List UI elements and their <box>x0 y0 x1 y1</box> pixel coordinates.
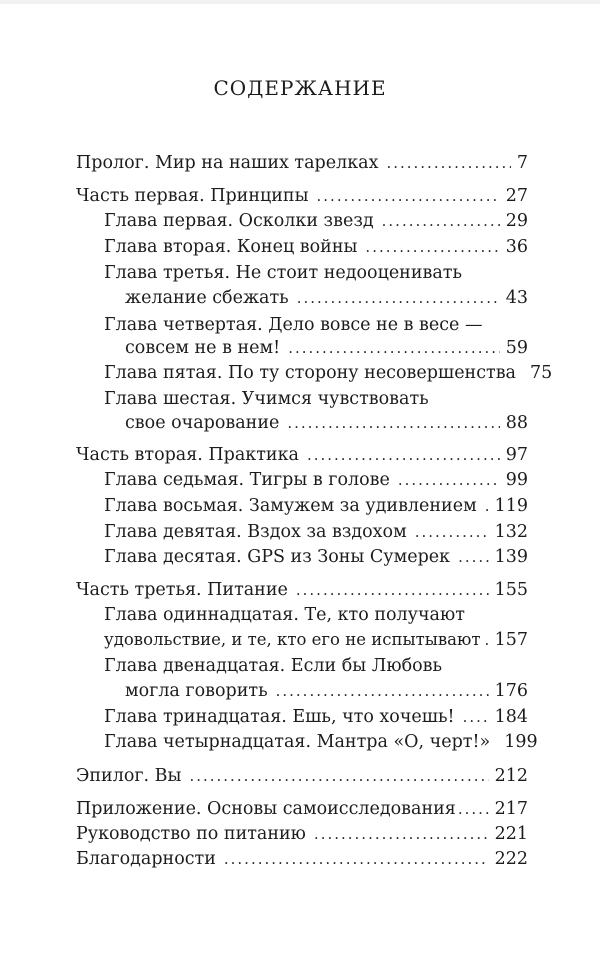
toc-entry-chapter-11-line-1 <box>0 602 600 628</box>
toc-page-number: 221 <box>494 824 528 844</box>
toc-entry-title: Глава восьмая. Замужем за удивлением <box>104 496 477 516</box>
toc-leader-dots <box>386 150 510 176</box>
toc-entry-chapter-12-line-1 <box>0 653 600 679</box>
toc-entry-title: Руководство по питанию <box>76 824 306 844</box>
toc-entry-title: Благодарности <box>76 849 216 869</box>
toc-entry-title: Глава четвертая. Дело вовсе не в весе — <box>104 315 483 335</box>
toc-entry-chapter-1 <box>0 208 600 234</box>
toc-page-number: 119 <box>494 496 528 516</box>
toc-entry-title: Глава вторая. Конец войны <box>104 237 358 257</box>
toc-page-number: 139 <box>494 547 528 567</box>
toc-entry-chapter-6-line-1 <box>0 386 600 412</box>
toc-page-number: 59 <box>505 338 528 358</box>
toc-entry-title: Глава девятая. Вздох за вздохом <box>104 522 407 542</box>
toc-leader-dots <box>458 796 489 822</box>
toc-entry-chapter-10 <box>0 544 600 570</box>
toc-entry-title: могла говорить <box>125 681 268 701</box>
toc-leader-dots <box>317 183 500 209</box>
toc-leader-dots <box>288 335 500 361</box>
toc-page-number: 212 <box>494 766 528 786</box>
toc-entry-title: Часть вторая. Практика <box>76 445 299 465</box>
toc-entry-title: Приложение. Основы самоисследования <box>76 799 456 819</box>
toc-entry-chapter-4-line-2 <box>0 335 600 361</box>
toc-leader-dots <box>297 285 500 311</box>
toc-page-number: 43 <box>505 288 528 308</box>
toc-page-number: 157 <box>494 630 528 650</box>
toc-entry-title: Глава тринадцатая. Ешь, что хочешь! <box>104 707 455 727</box>
toc-entry-chapter-6-line-2 <box>0 410 600 436</box>
toc-entry-title: Часть третья. Питание <box>76 580 288 600</box>
toc-entry-appendix <box>0 796 600 822</box>
toc-entry-part-2 <box>0 442 600 468</box>
toc-entry-title: Глава десятая. GPS из Зоны Сумерек <box>104 547 451 567</box>
toc-leader-dots <box>189 763 488 789</box>
toc-entry-epilogue <box>0 763 600 789</box>
toc-entry-title: Часть первая. Принципы <box>76 186 309 206</box>
toc-entry-chapter-7 <box>0 467 600 493</box>
toc-page-number: 27 <box>505 186 528 206</box>
toc-entry-title: совсем не в нем! <box>125 338 281 358</box>
toc-entry-chapter-8 <box>0 493 600 519</box>
toc-page-number: 29 <box>505 211 528 231</box>
toc-leader-dots <box>485 627 489 653</box>
toc-entry-title: Глава одиннадцатая. Те, кто получают <box>104 605 465 625</box>
toc-entry-acknowledgements <box>0 846 600 872</box>
toc-entry-title: Глава седьмая. Тигры в голове <box>104 470 390 490</box>
toc-entry-nutrition-guide <box>0 821 600 847</box>
toc-page-number: 184 <box>494 707 528 727</box>
toc-entry-chapter-5 <box>0 360 600 386</box>
toc-leader-dots <box>458 544 489 570</box>
toc-leader-dots <box>307 442 500 468</box>
toc-page-number: 88 <box>505 413 528 433</box>
toc-entry-title: желание сбежать <box>125 288 289 308</box>
toc-entry-chapter-14 <box>0 729 600 755</box>
toc-page-number: 217 <box>494 799 528 819</box>
toc-entry-title: свое очарование <box>125 413 280 433</box>
toc-entry-part-3 <box>0 577 600 603</box>
toc-page-number: 222 <box>494 849 528 869</box>
toc-entry-chapter-11-line-2 <box>0 627 600 653</box>
toc-entry-title: Глава третья. Не стоит недооценивать <box>104 263 463 283</box>
toc-entry-chapter-2 <box>0 234 600 260</box>
toc-entry-part-1 <box>0 183 600 209</box>
toc-entry-prologue <box>0 150 600 176</box>
toc-entry-title: Пролог. Мир на наших тарелках <box>76 153 379 173</box>
toc-page-number: 7 <box>516 153 528 173</box>
toc-entry-title: Глава двенадцатая. Если бы Любовь <box>104 656 443 676</box>
toc-page-number: 199 <box>504 732 538 752</box>
toc-page-number: 99 <box>505 470 528 490</box>
toc-leader-dots <box>463 704 489 730</box>
toc-leader-dots <box>485 493 489 519</box>
toc-page-number: 176 <box>494 681 528 701</box>
toc-entry-title: Глава пятая. По ту сторону несовершенства <box>104 363 516 383</box>
toc-leader-dots <box>415 519 489 545</box>
toc-page-number: 155 <box>494 580 528 600</box>
toc-leader-dots <box>224 846 489 872</box>
toc-page-number: 75 <box>529 363 553 383</box>
toc-entry-chapter-9 <box>0 519 600 545</box>
toc-leader-dots <box>287 410 499 436</box>
toc-entry-title: Глава четырнадцатая. Мантра «О, черт!» <box>104 732 491 752</box>
toc-page-number: 97 <box>505 445 528 465</box>
toc-leader-dots <box>382 208 500 234</box>
toc-entry-title: Глава первая. Осколки звезд <box>104 211 374 231</box>
toc-leader-dots <box>276 678 489 704</box>
toc-page-number: 36 <box>505 237 528 257</box>
toc-leader-dots <box>296 577 489 603</box>
page-title: СОДЕРЖАНИЕ <box>213 76 387 100</box>
toc-page-number: 132 <box>494 522 528 542</box>
toc-leader-dots <box>314 821 489 847</box>
toc-entry-title: удовольствие, и те, кто его не испытывают <box>104 630 481 649</box>
toc-entry-chapter-12-line-2 <box>0 678 600 704</box>
top-edge <box>0 0 600 4</box>
toc-leader-dots <box>365 234 499 260</box>
toc-entry-chapter-13 <box>0 704 600 730</box>
toc-entry-chapter-3-line-1 <box>0 260 600 286</box>
toc-entry-title: Глава шестая. Учимся чувствовать <box>104 389 429 409</box>
toc-leader-dots <box>398 467 500 493</box>
toc-entry-title: Эпилог. Вы <box>76 766 182 786</box>
toc-entry-chapter-3-line-2 <box>0 285 600 311</box>
